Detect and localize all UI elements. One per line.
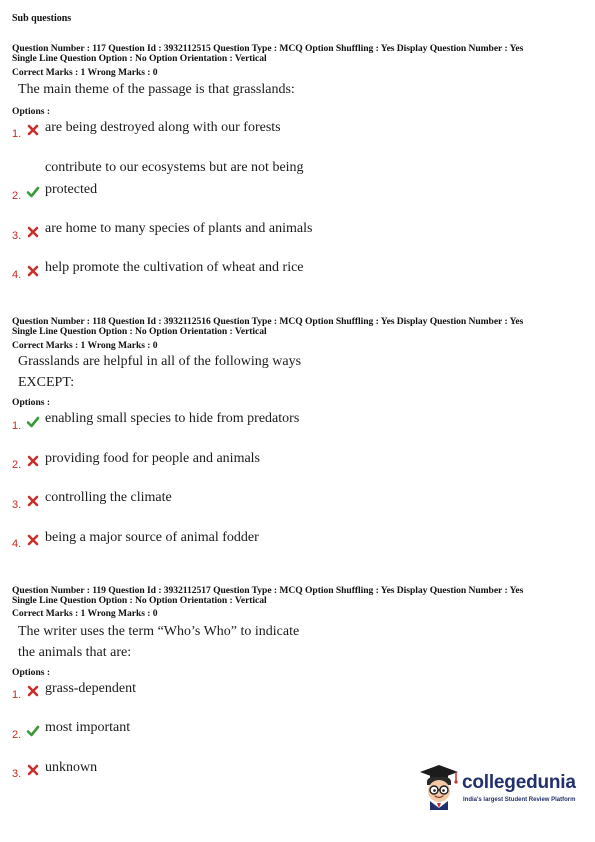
question-header-line1: Question Number : 118 Question Id : 3932112516 Question Type : MCQ Option Shuffling : Yes Display Question Number : Yes bbox=[12, 316, 524, 327]
correct-check-icon bbox=[26, 415, 40, 429]
option-number: 2. bbox=[12, 729, 22, 741]
correct-check-icon bbox=[26, 185, 40, 199]
option-number: 1. bbox=[12, 689, 22, 701]
wrong-cross-icon bbox=[26, 494, 40, 508]
option-text: contribute to our ecosystems but are not being bbox=[45, 160, 304, 175]
question-marks: Correct Marks : 1 Wrong Marks : 0 bbox=[12, 608, 158, 619]
option-text: grass-dependent bbox=[45, 681, 136, 696]
option-number: 1. bbox=[12, 420, 22, 432]
question-marks: Correct Marks : 1 Wrong Marks : 0 bbox=[12, 67, 158, 78]
options-label: Options : bbox=[12, 397, 51, 408]
option-text: are being destroyed along with our forests bbox=[45, 120, 281, 135]
wrong-cross-icon bbox=[26, 684, 40, 698]
wrong-cross-icon bbox=[26, 763, 40, 777]
option-number: 1. bbox=[12, 128, 22, 140]
question-text: The main theme of the passage is that grasslands: bbox=[18, 82, 295, 97]
option-number: 4. bbox=[12, 269, 22, 281]
question-text: the animals that are: bbox=[18, 645, 132, 660]
question-text: EXCEPT: bbox=[18, 375, 75, 390]
option-number: 2. bbox=[12, 190, 22, 202]
wrong-cross-icon bbox=[26, 264, 40, 278]
options-label: Options : bbox=[12, 667, 51, 678]
option-text: most important bbox=[45, 720, 131, 735]
option-text: protected bbox=[45, 182, 98, 197]
option-text: providing food for people and animals bbox=[45, 451, 261, 466]
question-header-line1: Question Number : 117 Question Id : 3932112515 Question Type : MCQ Option Shuffling : Yes Display Question Number : Yes bbox=[12, 43, 524, 54]
option-text: help promote the cultivation of wheat and rice bbox=[45, 260, 304, 275]
question-header-line2: Single Line Question Option : No Option Orientation : Vertical bbox=[12, 595, 267, 606]
option-number: 4. bbox=[12, 538, 22, 550]
student-mascot-icon bbox=[418, 764, 460, 810]
wrong-cross-icon bbox=[26, 123, 40, 137]
option-number: 3. bbox=[12, 230, 22, 242]
option-text: controlling the climate bbox=[45, 490, 172, 505]
option-text: unknown bbox=[45, 760, 98, 775]
brand-tagline: India's largest Student Review Platform bbox=[463, 797, 576, 803]
option-text: are home to many species of plants and animals bbox=[45, 221, 313, 236]
correct-check-icon bbox=[26, 724, 40, 738]
option-number: 2. bbox=[12, 459, 22, 471]
options-label: Options : bbox=[12, 106, 51, 117]
wrong-cross-icon bbox=[26, 454, 40, 468]
option-text: being a major source of animal fodder bbox=[45, 530, 259, 545]
wrong-cross-icon bbox=[26, 533, 40, 547]
question-header-line2: Single Line Question Option : No Option Orientation : Vertical bbox=[12, 53, 267, 64]
option-number: 3. bbox=[12, 768, 22, 780]
wrong-cross-icon bbox=[26, 225, 40, 239]
question-text: Grasslands are helpful in all of the following ways bbox=[18, 354, 302, 369]
section-title: Sub questions bbox=[12, 13, 72, 24]
option-number: 3. bbox=[12, 499, 22, 511]
question-text: The writer uses the term “Who’s Who” to indicate bbox=[18, 624, 300, 639]
brand-name: collegedunia bbox=[462, 772, 576, 793]
question-header-line1: Question Number : 119 Question Id : 3932112517 Question Type : MCQ Option Shuffling : Yes Display Question Number : Yes bbox=[12, 585, 524, 596]
question-marks: Correct Marks : 1 Wrong Marks : 0 bbox=[12, 340, 158, 351]
option-text: enabling small species to hide from predators bbox=[45, 411, 300, 426]
question-header-line2: Single Line Question Option : No Option Orientation : Vertical bbox=[12, 326, 267, 337]
